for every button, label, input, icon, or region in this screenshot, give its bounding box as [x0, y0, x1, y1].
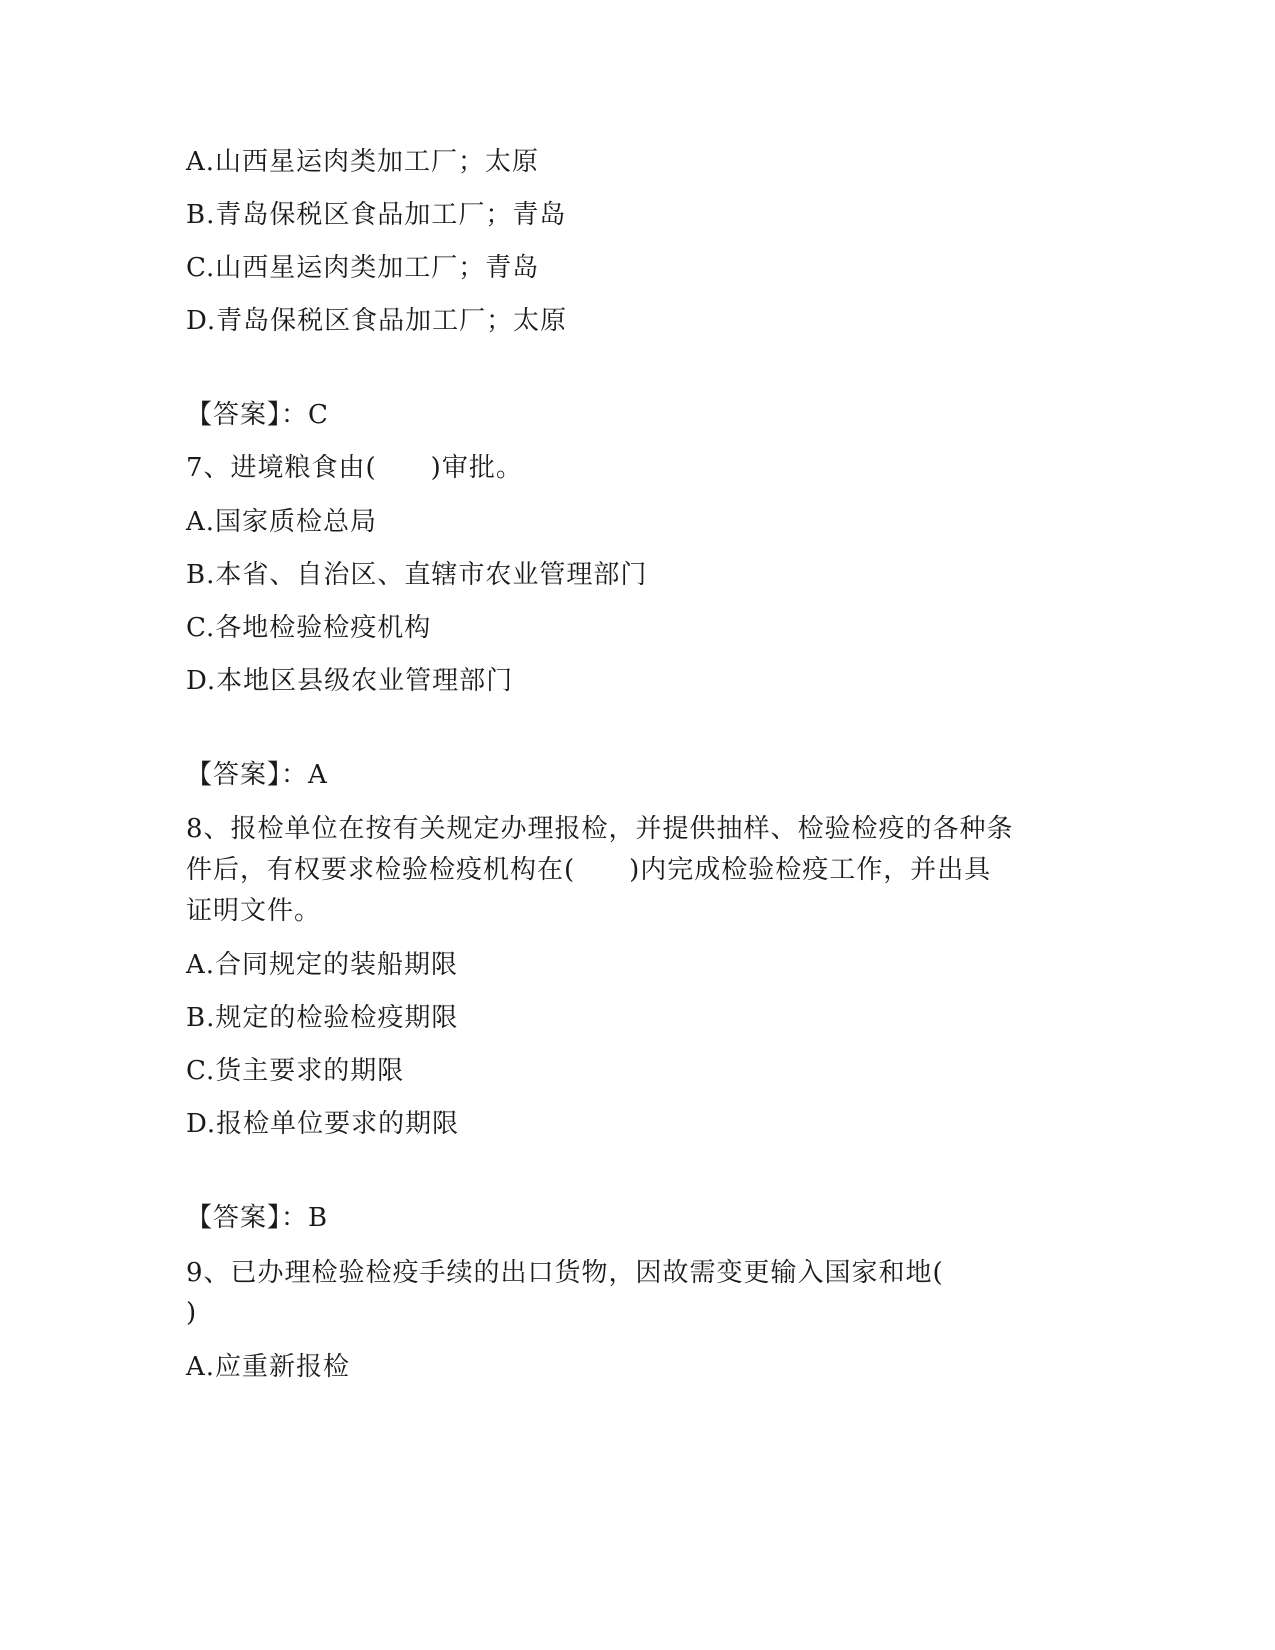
q6-option-c: C.山西星运肉类加工厂；青岛	[186, 253, 540, 283]
q7-option-d: D.本地区县级农业管理部门	[186, 666, 514, 696]
q7-stem: 7、进境粮食由( )审批。	[186, 453, 523, 483]
q8-stem-line-3: 证明文件。	[186, 896, 322, 926]
q6-option-d: D.青岛保税区食品加工厂；太原	[186, 306, 568, 336]
q8-stem-line-1: 8、报检单位在按有关规定办理报检，并提供抽样、检验检疫的各种条	[186, 814, 1014, 844]
q7-answer: 【答案】：A	[186, 760, 328, 790]
q8-answer: 【答案】：B	[186, 1203, 329, 1233]
q6-option-b: B.青岛保税区食品加工厂；青岛	[186, 200, 567, 230]
q7-option-c: C.各地检验检疫机构	[186, 613, 432, 643]
q8-option-c: C.货主要求的期限	[186, 1056, 405, 1086]
q8-option-a: A.合同规定的装船期限	[186, 950, 459, 980]
q6-option-a: A.山西星运肉类加工厂；太原	[186, 147, 540, 177]
q9-option-a: A.应重新报检	[186, 1352, 351, 1382]
q9-stem-line-2: )	[186, 1298, 198, 1328]
q6-answer: 【答案】：C	[186, 400, 329, 430]
q7-option-a: A.国家质检总局	[186, 507, 378, 537]
q8-stem-line-2: 件后，有权要求检验检疫机构在( )内完成检验检疫工作，并出具	[186, 855, 992, 885]
q8-option-d: D.报检单位要求的期限	[186, 1109, 460, 1139]
q8-option-b: B.规定的检验检疫期限	[186, 1003, 459, 1033]
q7-option-b: B.本省、自治区、直辖市农业管理部门	[186, 560, 648, 590]
q9-stem-line-1: 9、已办理检验检疫手续的出口货物，因故需变更输入国家和地(	[186, 1258, 944, 1288]
